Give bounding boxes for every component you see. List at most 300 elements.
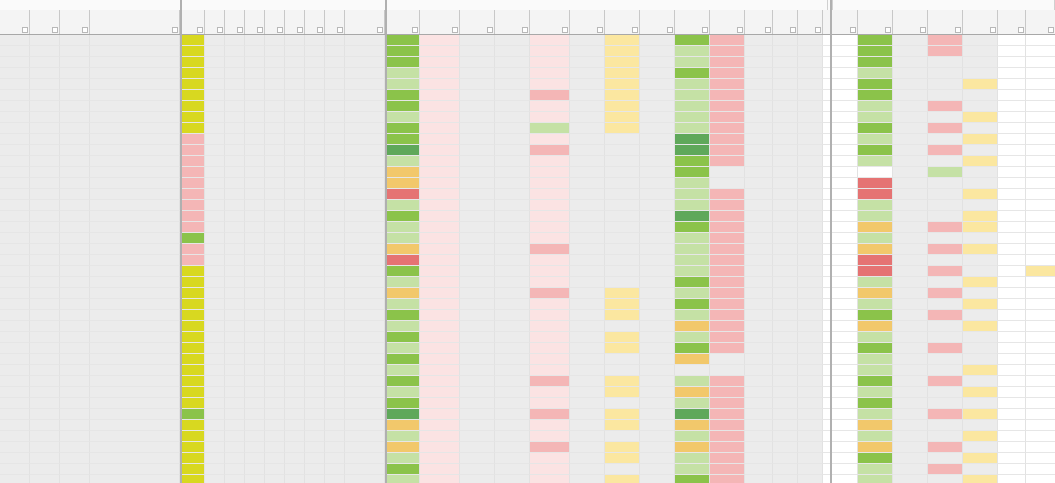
table-cell[interactable]: [180, 343, 205, 354]
table-cell[interactable]: [30, 431, 60, 442]
table-cell[interactable]: [420, 266, 460, 277]
table-cell[interactable]: [325, 255, 345, 266]
filter-dropdown-icon[interactable]: [337, 27, 343, 33]
table-cell[interactable]: [305, 266, 325, 277]
table-cell[interactable]: [245, 68, 265, 79]
table-cell[interactable]: [60, 277, 90, 288]
table-cell[interactable]: [285, 321, 305, 332]
column-header[interactable]: [710, 10, 745, 34]
table-cell[interactable]: [180, 90, 205, 101]
table-cell[interactable]: [460, 90, 495, 101]
table-cell[interactable]: [858, 68, 893, 79]
column-header[interactable]: [640, 10, 675, 34]
table-cell[interactable]: [998, 244, 1026, 255]
table-cell[interactable]: [640, 112, 675, 123]
table-cell[interactable]: [225, 189, 245, 200]
table-cell[interactable]: [90, 233, 180, 244]
table-cell[interactable]: [420, 376, 460, 387]
table-cell[interactable]: [823, 310, 858, 321]
table-cell[interactable]: [460, 376, 495, 387]
table-cell[interactable]: [460, 233, 495, 244]
table-cell[interactable]: [640, 453, 675, 464]
table-cell[interactable]: [265, 420, 285, 431]
table-cell[interactable]: [773, 387, 798, 398]
table-cell[interactable]: [180, 68, 205, 79]
table-cell[interactable]: [0, 46, 30, 57]
table-cell[interactable]: [928, 442, 963, 453]
table-cell[interactable]: [180, 299, 205, 310]
table-cell[interactable]: [265, 90, 285, 101]
table-cell[interactable]: [90, 57, 180, 68]
table-cell[interactable]: [225, 365, 245, 376]
table-cell[interactable]: [460, 211, 495, 222]
table-cell[interactable]: [345, 387, 385, 398]
table-cell[interactable]: [858, 244, 893, 255]
table-cell[interactable]: [0, 453, 30, 464]
table-cell[interactable]: [798, 79, 823, 90]
table-cell[interactable]: [710, 79, 745, 90]
table-cell[interactable]: [530, 354, 570, 365]
table-cell[interactable]: [0, 310, 30, 321]
table-cell[interactable]: [225, 299, 245, 310]
table-cell[interactable]: [773, 266, 798, 277]
table-cell[interactable]: [893, 90, 928, 101]
table-cell[interactable]: [745, 222, 773, 233]
table-cell[interactable]: [180, 420, 205, 431]
table-cell[interactable]: [605, 321, 640, 332]
table-cell[interactable]: [60, 420, 90, 431]
table-cell[interactable]: [773, 365, 798, 376]
table-cell[interactable]: [998, 365, 1026, 376]
table-cell[interactable]: [385, 453, 420, 464]
table-cell[interactable]: [265, 156, 285, 167]
table-cell[interactable]: [385, 420, 420, 431]
table-cell[interactable]: [245, 112, 265, 123]
table-cell[interactable]: [0, 68, 30, 79]
table-cell[interactable]: [858, 167, 893, 178]
table-cell[interactable]: [460, 475, 495, 483]
table-cell[interactable]: [893, 35, 928, 46]
table-cell[interactable]: [180, 365, 205, 376]
column-header[interactable]: [285, 10, 305, 34]
table-cell[interactable]: [460, 343, 495, 354]
table-cell[interactable]: [773, 354, 798, 365]
table-cell[interactable]: [180, 475, 205, 483]
table-cell[interactable]: [798, 321, 823, 332]
table-cell[interactable]: [823, 299, 858, 310]
table-cell[interactable]: [928, 277, 963, 288]
table-cell[interactable]: [225, 68, 245, 79]
table-cell[interactable]: [605, 365, 640, 376]
table-cell[interactable]: [205, 431, 225, 442]
table-cell[interactable]: [245, 123, 265, 134]
table-cell[interactable]: [963, 266, 998, 277]
table-cell[interactable]: [710, 211, 745, 222]
table-cell[interactable]: [858, 35, 893, 46]
table-cell[interactable]: [798, 266, 823, 277]
table-cell[interactable]: [530, 398, 570, 409]
table-cell[interactable]: [205, 255, 225, 266]
table-cell[interactable]: [325, 288, 345, 299]
table-cell[interactable]: [675, 90, 710, 101]
table-cell[interactable]: [710, 112, 745, 123]
table-cell[interactable]: [798, 189, 823, 200]
table-cell[interactable]: [998, 376, 1026, 387]
table-cell[interactable]: [858, 464, 893, 475]
table-cell[interactable]: [675, 156, 710, 167]
table-cell[interactable]: [305, 145, 325, 156]
table-cell[interactable]: [823, 409, 858, 420]
table-cell[interactable]: [858, 299, 893, 310]
table-cell[interactable]: [460, 134, 495, 145]
table-cell[interactable]: [570, 79, 605, 90]
table-cell[interactable]: [265, 79, 285, 90]
table-cell[interactable]: [325, 453, 345, 464]
table-cell[interactable]: [420, 145, 460, 156]
table-cell[interactable]: [265, 453, 285, 464]
table-cell[interactable]: [495, 244, 530, 255]
column-header[interactable]: [205, 10, 225, 34]
table-cell[interactable]: [305, 79, 325, 90]
table-cell[interactable]: [285, 343, 305, 354]
table-cell[interactable]: [265, 46, 285, 57]
table-cell[interactable]: [605, 112, 640, 123]
table-cell[interactable]: [345, 442, 385, 453]
table-cell[interactable]: [205, 156, 225, 167]
table-cell[interactable]: [1026, 299, 1055, 310]
table-cell[interactable]: [745, 453, 773, 464]
table-cell[interactable]: [285, 354, 305, 365]
table-cell[interactable]: [1026, 321, 1055, 332]
table-cell[interactable]: [90, 266, 180, 277]
table-cell[interactable]: [225, 321, 245, 332]
table-cell[interactable]: [605, 376, 640, 387]
table-cell[interactable]: [325, 178, 345, 189]
table-cell[interactable]: [345, 156, 385, 167]
table-cell[interactable]: [60, 178, 90, 189]
table-cell[interactable]: [180, 46, 205, 57]
table-cell[interactable]: [745, 244, 773, 255]
table-cell[interactable]: [530, 343, 570, 354]
filter-dropdown-icon[interactable]: [52, 27, 58, 33]
table-cell[interactable]: [30, 321, 60, 332]
table-cell[interactable]: [798, 387, 823, 398]
table-cell[interactable]: [858, 277, 893, 288]
filter-dropdown-icon[interactable]: [850, 27, 856, 33]
table-cell[interactable]: [928, 409, 963, 420]
table-cell[interactable]: [570, 442, 605, 453]
table-cell[interactable]: [265, 57, 285, 68]
table-cell[interactable]: [710, 365, 745, 376]
table-cell[interactable]: [858, 57, 893, 68]
table-cell[interactable]: [1026, 288, 1055, 299]
table-cell[interactable]: [385, 464, 420, 475]
table-cell[interactable]: [963, 354, 998, 365]
table-cell[interactable]: [0, 255, 30, 266]
table-cell[interactable]: [893, 244, 928, 255]
table-cell[interactable]: [205, 475, 225, 483]
table-cell[interactable]: [640, 321, 675, 332]
table-cell[interactable]: [385, 442, 420, 453]
table-cell[interactable]: [60, 35, 90, 46]
table-cell[interactable]: [605, 123, 640, 134]
table-cell[interactable]: [90, 321, 180, 332]
table-cell[interactable]: [1026, 387, 1055, 398]
table-cell[interactable]: [675, 68, 710, 79]
table-cell[interactable]: [325, 156, 345, 167]
table-cell[interactable]: [385, 134, 420, 145]
table-cell[interactable]: [265, 200, 285, 211]
table-cell[interactable]: [460, 178, 495, 189]
table-cell[interactable]: [823, 420, 858, 431]
column-header[interactable]: [265, 10, 285, 34]
table-cell[interactable]: [420, 431, 460, 442]
table-row[interactable]: [0, 464, 1055, 475]
table-cell[interactable]: [675, 431, 710, 442]
table-cell[interactable]: [998, 35, 1026, 46]
table-cell[interactable]: [963, 222, 998, 233]
table-cell[interactable]: [225, 90, 245, 101]
table-cell[interactable]: [963, 255, 998, 266]
table-cell[interactable]: [893, 420, 928, 431]
table-cell[interactable]: [773, 299, 798, 310]
table-cell[interactable]: [325, 343, 345, 354]
filter-dropdown-icon[interactable]: [377, 27, 383, 33]
table-cell[interactable]: [205, 90, 225, 101]
table-cell[interactable]: [30, 365, 60, 376]
table-cell[interactable]: [773, 332, 798, 343]
table-row[interactable]: [0, 112, 1055, 123]
table-cell[interactable]: [963, 68, 998, 79]
column-header[interactable]: [90, 10, 180, 34]
table-cell[interactable]: [998, 288, 1026, 299]
column-header[interactable]: [420, 10, 460, 34]
table-cell[interactable]: [858, 145, 893, 156]
table-cell[interactable]: [823, 123, 858, 134]
table-cell[interactable]: [605, 68, 640, 79]
table-cell[interactable]: [90, 200, 180, 211]
table-cell[interactable]: [460, 420, 495, 431]
table-cell[interactable]: [640, 222, 675, 233]
table-cell[interactable]: [605, 299, 640, 310]
table-cell[interactable]: [798, 343, 823, 354]
table-cell[interactable]: [225, 178, 245, 189]
table-cell[interactable]: [245, 244, 265, 255]
table-cell[interactable]: [305, 233, 325, 244]
table-cell[interactable]: [90, 167, 180, 178]
table-cell[interactable]: [205, 79, 225, 90]
table-cell[interactable]: [180, 409, 205, 420]
table-cell[interactable]: [205, 354, 225, 365]
column-header[interactable]: [798, 10, 823, 34]
table-cell[interactable]: [245, 90, 265, 101]
table-cell[interactable]: [245, 266, 265, 277]
table-cell[interactable]: [345, 332, 385, 343]
table-cell[interactable]: [205, 387, 225, 398]
table-cell[interactable]: [325, 420, 345, 431]
table-cell[interactable]: [773, 79, 798, 90]
table-cell[interactable]: [530, 277, 570, 288]
table-cell[interactable]: [460, 123, 495, 134]
table-cell[interactable]: [893, 189, 928, 200]
table-cell[interactable]: [30, 35, 60, 46]
table-cell[interactable]: [530, 178, 570, 189]
table-cell[interactable]: [570, 189, 605, 200]
table-cell[interactable]: [530, 112, 570, 123]
table-cell[interactable]: [90, 156, 180, 167]
table-cell[interactable]: [773, 200, 798, 211]
table-cell[interactable]: [605, 464, 640, 475]
table-cell[interactable]: [495, 453, 530, 464]
table-cell[interactable]: [928, 244, 963, 255]
table-cell[interactable]: [265, 211, 285, 222]
table-cell[interactable]: [570, 464, 605, 475]
table-cell[interactable]: [385, 90, 420, 101]
table-cell[interactable]: [530, 255, 570, 266]
table-cell[interactable]: [0, 57, 30, 68]
table-cell[interactable]: [1026, 57, 1055, 68]
table-cell[interactable]: [265, 68, 285, 79]
table-cell[interactable]: [773, 178, 798, 189]
table-cell[interactable]: [1026, 101, 1055, 112]
table-cell[interactable]: [675, 354, 710, 365]
table-cell[interactable]: [858, 112, 893, 123]
table-cell[interactable]: [385, 200, 420, 211]
table-cell[interactable]: [385, 178, 420, 189]
filter-dropdown-icon[interactable]: [22, 27, 28, 33]
table-cell[interactable]: [180, 431, 205, 442]
table-cell[interactable]: [460, 57, 495, 68]
table-cell[interactable]: [495, 310, 530, 321]
table-cell[interactable]: [325, 123, 345, 134]
table-cell[interactable]: [998, 156, 1026, 167]
table-cell[interactable]: [385, 211, 420, 222]
table-cell[interactable]: [798, 299, 823, 310]
table-cell[interactable]: [530, 35, 570, 46]
table-cell[interactable]: [180, 376, 205, 387]
filter-dropdown-icon[interactable]: [487, 27, 493, 33]
table-cell[interactable]: [345, 178, 385, 189]
table-cell[interactable]: [325, 68, 345, 79]
table-cell[interactable]: [245, 145, 265, 156]
table-cell[interactable]: [90, 387, 180, 398]
table-cell[interactable]: [420, 475, 460, 483]
table-cell[interactable]: [385, 310, 420, 321]
table-cell[interactable]: [710, 167, 745, 178]
table-cell[interactable]: [325, 376, 345, 387]
table-cell[interactable]: [640, 156, 675, 167]
table-cell[interactable]: [90, 398, 180, 409]
table-cell[interactable]: [420, 68, 460, 79]
table-cell[interactable]: [570, 387, 605, 398]
table-cell[interactable]: [495, 211, 530, 222]
table-cell[interactable]: [205, 35, 225, 46]
table-cell[interactable]: [745, 145, 773, 156]
table-cell[interactable]: [640, 35, 675, 46]
table-cell[interactable]: [90, 464, 180, 475]
column-header[interactable]: [305, 10, 325, 34]
table-cell[interactable]: [460, 365, 495, 376]
table-cell[interactable]: [675, 453, 710, 464]
table-row[interactable]: [0, 453, 1055, 464]
table-cell[interactable]: [530, 475, 570, 483]
table-cell[interactable]: [893, 354, 928, 365]
table-cell[interactable]: [420, 332, 460, 343]
table-cell[interactable]: [605, 277, 640, 288]
table-row[interactable]: [0, 442, 1055, 453]
table-cell[interactable]: [605, 288, 640, 299]
table-cell[interactable]: [570, 145, 605, 156]
table-cell[interactable]: [0, 343, 30, 354]
table-cell[interactable]: [928, 398, 963, 409]
table-cell[interactable]: [225, 79, 245, 90]
table-cell[interactable]: [30, 79, 60, 90]
table-cell[interactable]: [640, 211, 675, 222]
table-cell[interactable]: [858, 409, 893, 420]
table-cell[interactable]: [0, 464, 30, 475]
table-cell[interactable]: [90, 134, 180, 145]
table-cell[interactable]: [225, 255, 245, 266]
table-cell[interactable]: [928, 464, 963, 475]
table-cell[interactable]: [345, 222, 385, 233]
table-cell[interactable]: [675, 277, 710, 288]
table-cell[interactable]: [710, 409, 745, 420]
table-cell[interactable]: [30, 178, 60, 189]
table-cell[interactable]: [745, 266, 773, 277]
table-cell[interactable]: [675, 442, 710, 453]
filter-dropdown-icon[interactable]: [412, 27, 418, 33]
table-cell[interactable]: [710, 420, 745, 431]
table-row[interactable]: [0, 288, 1055, 299]
table-cell[interactable]: [60, 299, 90, 310]
table-cell[interactable]: [345, 167, 385, 178]
table-cell[interactable]: [605, 167, 640, 178]
table-cell[interactable]: [710, 310, 745, 321]
table-cell[interactable]: [675, 167, 710, 178]
table-cell[interactable]: [345, 57, 385, 68]
table-cell[interactable]: [640, 431, 675, 442]
table-cell[interactable]: [745, 464, 773, 475]
table-cell[interactable]: [570, 288, 605, 299]
table-cell[interactable]: [325, 134, 345, 145]
table-cell[interactable]: [570, 266, 605, 277]
table-cell[interactable]: [345, 343, 385, 354]
table-cell[interactable]: [963, 398, 998, 409]
filter-dropdown-icon[interactable]: [790, 27, 796, 33]
table-cell[interactable]: [928, 46, 963, 57]
table-cell[interactable]: [998, 134, 1026, 145]
table-cell[interactable]: [675, 244, 710, 255]
table-cell[interactable]: [998, 200, 1026, 211]
table-cell[interactable]: [893, 200, 928, 211]
table-cell[interactable]: [928, 134, 963, 145]
filter-dropdown-icon[interactable]: [297, 27, 303, 33]
table-cell[interactable]: [773, 398, 798, 409]
table-cell[interactable]: [773, 35, 798, 46]
table-cell[interactable]: [205, 288, 225, 299]
table-cell[interactable]: [640, 255, 675, 266]
table-cell[interactable]: [285, 90, 305, 101]
table-cell[interactable]: [963, 321, 998, 332]
table-row[interactable]: [0, 156, 1055, 167]
table-cell[interactable]: [245, 79, 265, 90]
table-cell[interactable]: [570, 57, 605, 68]
table-row[interactable]: [0, 332, 1055, 343]
table-cell[interactable]: [225, 145, 245, 156]
filter-dropdown-icon[interactable]: [237, 27, 243, 33]
table-cell[interactable]: [640, 343, 675, 354]
table-cell[interactable]: [530, 332, 570, 343]
